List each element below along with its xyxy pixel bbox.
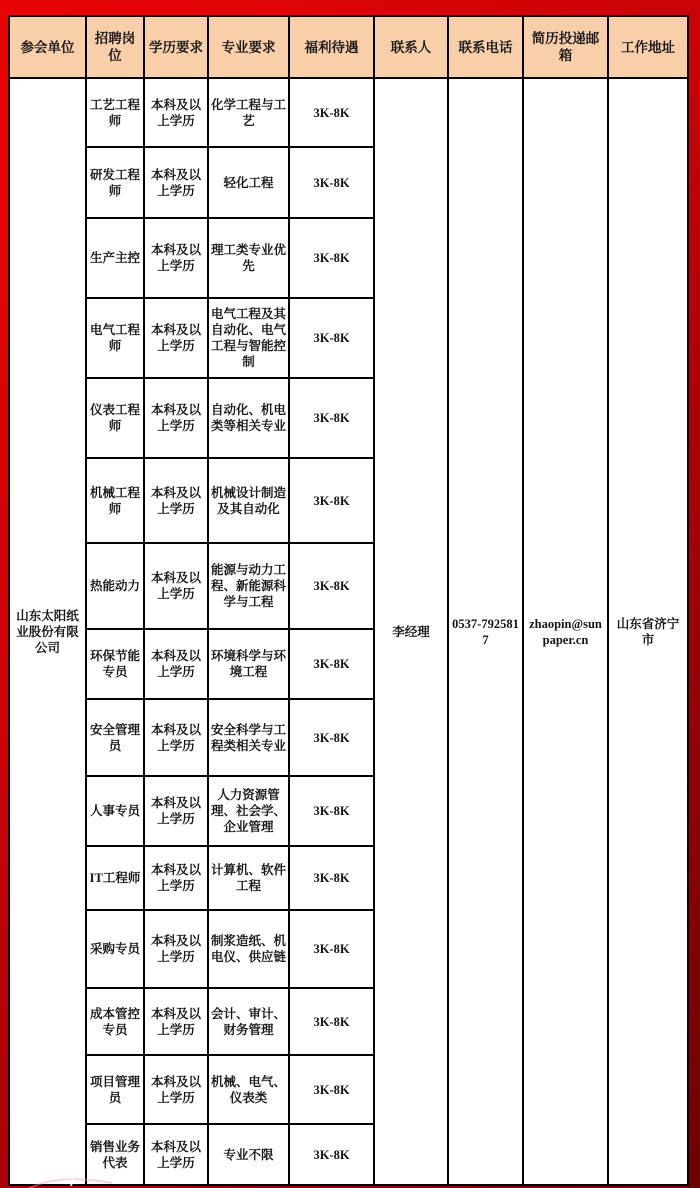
salary-cell: 3K-8K — [289, 378, 374, 458]
education-cell: 本科及以上学历 — [144, 988, 208, 1055]
major-cell: 轻化工程 — [208, 147, 289, 218]
salary-cell: 3K-8K — [289, 1055, 374, 1124]
major-cell: 机械、电气、仪表类 — [208, 1055, 289, 1124]
salary-cell: 3K-8K — [289, 218, 374, 298]
position-cell: 项目管理员 — [86, 1055, 144, 1124]
header-row — [9, 16, 688, 78]
salary-cell: 3K-8K — [289, 298, 374, 378]
education-cell: 本科及以上学历 — [144, 543, 208, 629]
contact-phone-cell: 0537-7925817 — [448, 78, 523, 1185]
salary-cell: 3K-8K — [289, 147, 374, 218]
education-cell: 本科及以上学历 — [144, 147, 208, 218]
header-email: 简历投递邮箱 — [523, 16, 608, 78]
position-cell: 热能动力 — [86, 543, 144, 629]
contact-person-cell: 李经理 — [374, 78, 448, 1185]
header-company: 参会单位 — [9, 16, 86, 78]
recruitment-table-wrap — [8, 15, 689, 1186]
position-cell: 人事专员 — [86, 776, 144, 846]
header-contact: 联系人 — [374, 16, 448, 78]
major-cell: 化学工程与工艺 — [208, 78, 289, 147]
salary-cell: 3K-8K — [289, 910, 374, 988]
header-salary: 福利待遇 — [289, 16, 374, 78]
major-cell: 制浆造纸、机电仪、供应链 — [208, 910, 289, 988]
recruitment-table — [8, 15, 689, 1186]
education-cell: 本科及以上学历 — [144, 1124, 208, 1185]
major-cell: 安全科学与工程类相关专业 — [208, 699, 289, 776]
education-cell: 本科及以上学历 — [144, 846, 208, 910]
position-cell: 采购专员 — [86, 910, 144, 988]
major-cell: 环境科学与环境工程 — [208, 629, 289, 699]
position-cell: 研发工程师 — [86, 147, 144, 218]
education-cell: 本科及以上学历 — [144, 629, 208, 699]
position-cell: 生产主控 — [86, 218, 144, 298]
resume-email-cell: zhaopin@sunpaper.cn — [523, 78, 608, 1185]
education-cell: 本科及以上学历 — [144, 298, 208, 378]
position-cell: 销售业务代表 — [86, 1124, 144, 1185]
table-row — [9, 78, 688, 147]
salary-cell: 3K-8K — [289, 629, 374, 699]
education-cell: 本科及以上学历 — [144, 218, 208, 298]
major-cell: 电气工程及其自动化、电气工程与智能控制 — [208, 298, 289, 378]
header-phone: 联系电话 — [448, 16, 523, 78]
major-cell: 自动化、机电类等相关专业 — [208, 378, 289, 458]
major-cell: 会计、审计、财务管理 — [208, 988, 289, 1055]
education-cell: 本科及以上学历 — [144, 699, 208, 776]
salary-cell: 3K-8K — [289, 699, 374, 776]
work-address-cell: 山东省济宁市 — [608, 78, 688, 1185]
header-address: 工作地址 — [608, 16, 688, 78]
education-cell: 本科及以上学历 — [144, 458, 208, 543]
education-cell: 本科及以上学历 — [144, 910, 208, 988]
major-cell: 计算机、软件工程 — [208, 846, 289, 910]
education-cell: 本科及以上学历 — [144, 78, 208, 147]
salary-cell: 3K-8K — [289, 1124, 374, 1185]
position-cell: 电气工程师 — [86, 298, 144, 378]
header-education: 学历要求 — [144, 16, 208, 78]
position-cell: 环保节能专员 — [86, 629, 144, 699]
position-cell: 仪表工程师 — [86, 378, 144, 458]
header-position: 招聘岗位 — [86, 16, 144, 78]
position-cell: 成本管控专员 — [86, 988, 144, 1055]
major-cell: 专业不限 — [208, 1124, 289, 1185]
salary-cell: 3K-8K — [289, 776, 374, 846]
salary-cell: 3K-8K — [289, 846, 374, 910]
education-cell: 本科及以上学历 — [144, 1055, 208, 1124]
salary-cell: 3K-8K — [289, 458, 374, 543]
position-cell: IT工程师 — [86, 846, 144, 910]
position-cell: 安全管理员 — [86, 699, 144, 776]
position-cell: 机械工程师 — [86, 458, 144, 543]
major-cell: 能源与动力工程、新能源科学与工程 — [208, 543, 289, 629]
major-cell: 人力资源管理、社会学、企业管理 — [208, 776, 289, 846]
major-cell: 机械设计制造及其自动化 — [208, 458, 289, 543]
table-body — [9, 78, 688, 1185]
salary-cell: 3K-8K — [289, 543, 374, 629]
education-cell: 本科及以上学历 — [144, 378, 208, 458]
header-major: 专业要求 — [208, 16, 289, 78]
company-cell: 山东太阳纸业股份有限公司 — [9, 78, 86, 1185]
major-cell: 理工类专业优先 — [208, 218, 289, 298]
position-cell: 工艺工程师 — [86, 78, 144, 147]
salary-cell: 3K-8K — [289, 78, 374, 147]
salary-cell: 3K-8K — [289, 988, 374, 1055]
education-cell: 本科及以上学历 — [144, 776, 208, 846]
